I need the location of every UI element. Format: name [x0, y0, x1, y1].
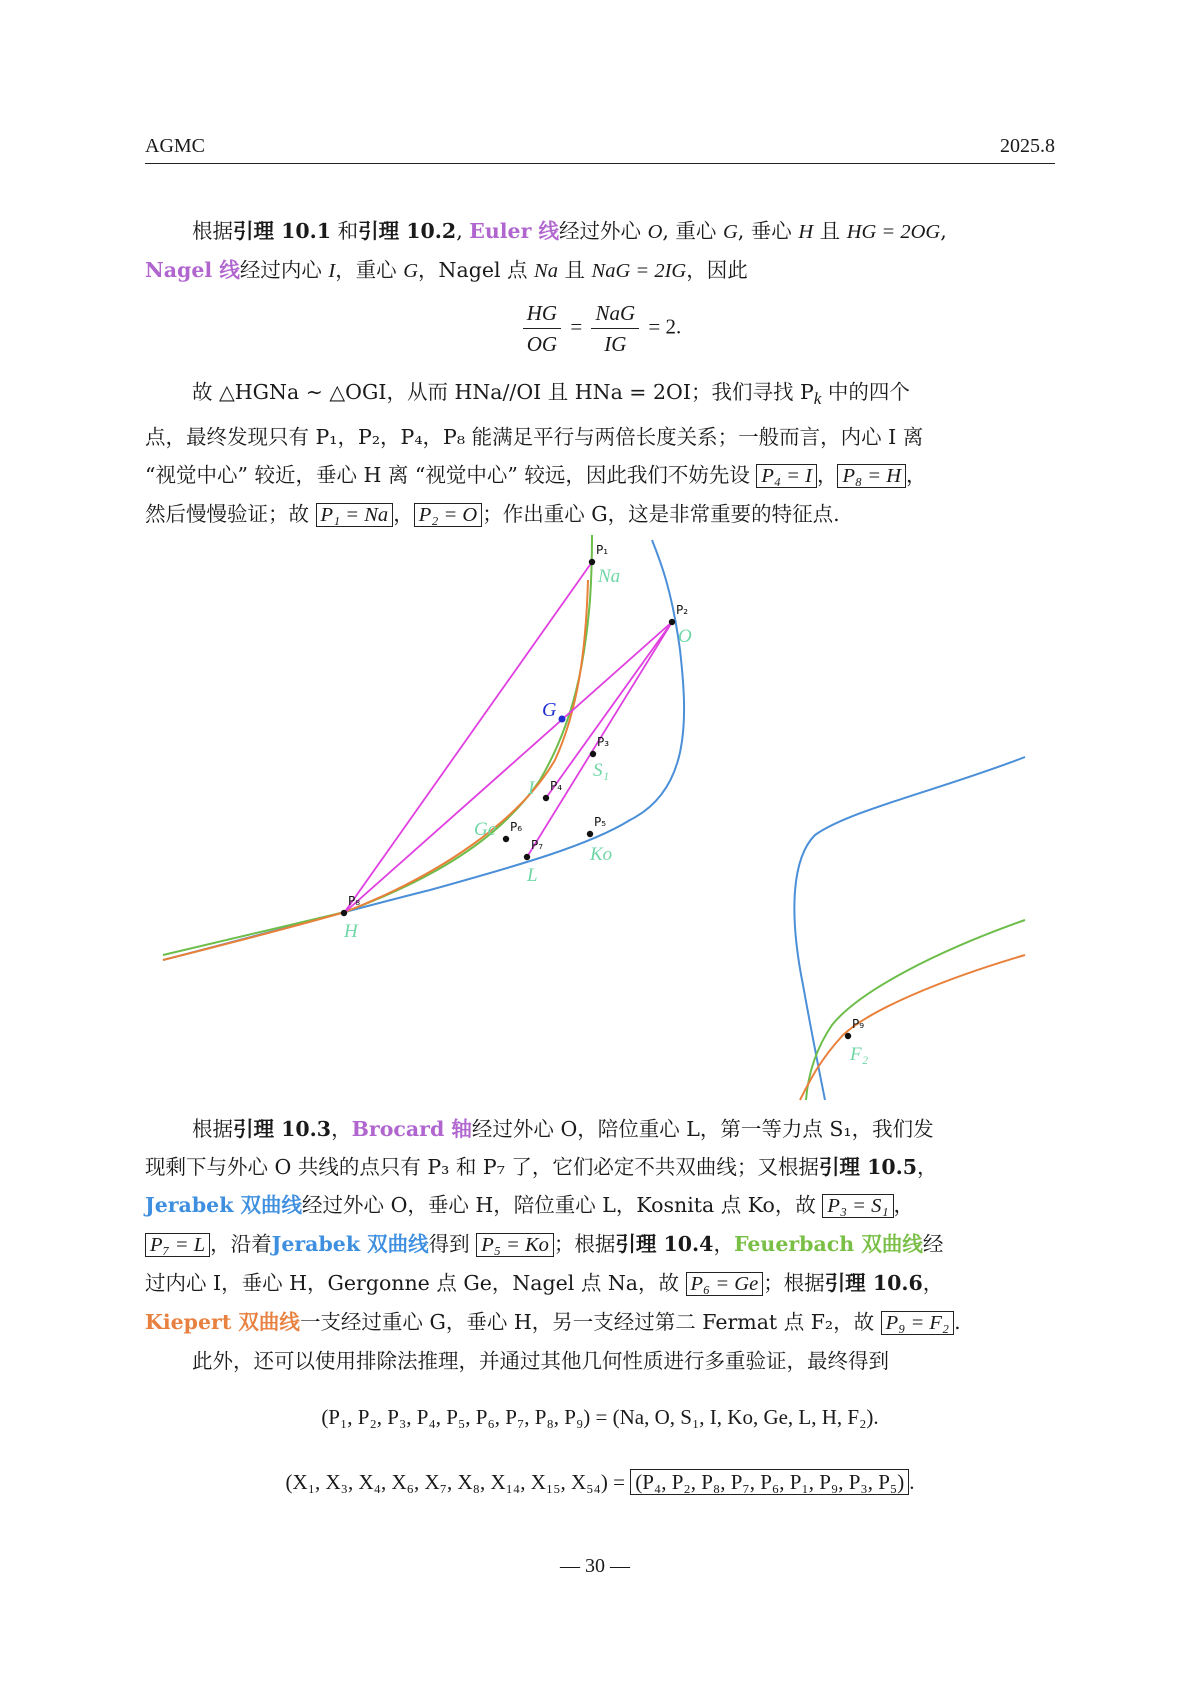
- boxed-p8-eq-h: P₈ = H: [837, 464, 906, 488]
- boxed-p4-eq-i: P₄ = I: [756, 464, 817, 488]
- figure-point-5: [587, 831, 593, 837]
- p2-line1: 故 △HGNa ∼ △OGI，从而 HNa//OI 且 HNa = 2OI；我们寻找 $P_k$ 中的四个: [192, 380, 910, 409]
- point-label-4: P₄: [550, 779, 563, 793]
- center-label-4: I: [528, 778, 535, 799]
- jerabek-hyperbola-branch-2: [794, 757, 1025, 1100]
- brocard-axis-term: Brocard 轴: [351, 1117, 472, 1141]
- feuerbach-term: Feuerbach 双曲线: [733, 1232, 923, 1256]
- figure-point-8: [341, 910, 347, 916]
- center-label-2: O: [678, 626, 692, 647]
- center-label-9: F₂: [850, 1044, 869, 1065]
- equation-kimberling: (X₁, X₃, X₄, X₆, X₇, X₈, X₁₄, X₁₅, X₅₄) = (P₄, P₂, P₈, P₇, P₆, P₁, P₉, P₃, P₅) .: [285, 1470, 915, 1494]
- boxed-p6-eq-ge: P₆ = Ge: [686, 1272, 764, 1296]
- p2-line3: “视觉中心” 较近，垂心 H 离 “视觉中心” 较远，因此我们不妨先设 P₄ = I ， P₈ = H ，: [145, 463, 927, 488]
- page-number: — 30 —: [560, 1555, 630, 1577]
- centroid-label: G: [542, 699, 557, 721]
- jerabek-term-2: Jerabek 双曲线: [271, 1232, 429, 1256]
- point-label-6: P₆: [510, 820, 523, 834]
- p3-line4: P₇ = L ，沿着Jerabek 双曲线得到 P₅ = Ko ；根据引理 10.4，Feuerbach 双曲线经: [145, 1225, 1055, 1264]
- center-label-3: S₁: [593, 760, 610, 781]
- figure-point-4: [543, 795, 549, 801]
- boxed-p1-eq-na: P₁ = Na: [316, 503, 394, 527]
- center-label-7: L: [527, 865, 538, 886]
- kiepert-term: Kiepert 双曲线: [145, 1310, 300, 1334]
- center-label-8: H: [344, 921, 358, 942]
- centroid-point: [559, 716, 566, 723]
- jerabek-term: Jerabek 双曲线: [145, 1193, 303, 1217]
- center-label-5: Ko: [590, 844, 613, 865]
- center-label-6: Ge: [474, 819, 497, 840]
- p3-line6: Kiepert 双曲线一支经过重心 G，垂心 H，另一支经过第二 Fermat 点 F₂，故 P₉ = F₂ .: [145, 1310, 961, 1334]
- figure-point-6: [503, 836, 509, 842]
- figure-point-1: [589, 559, 595, 565]
- header-left: AGMC: [145, 135, 206, 157]
- p1-line2: Nagel 线经过内心 I，重心 G，Nagel 点 Na 且 NaG = 2IG，因此: [145, 258, 748, 282]
- boxed-p2-eq-o: P₂ = O: [414, 503, 483, 527]
- p3-line2: 现剩下与外心 O 共线的点只有 P₃ 和 P₇ 了，它们必定不共双曲线；又根据引理 10.5，: [145, 1155, 938, 1179]
- figure-point-7: [524, 854, 530, 860]
- kiepert-hyperbola-branch-2: [800, 955, 1025, 1100]
- point-label-7: P₇: [531, 838, 544, 852]
- figure-point-3: [590, 751, 596, 757]
- boxed-p9-eq-f2: P₉ = F₂: [881, 1311, 954, 1335]
- line-p8-p2: [344, 622, 672, 913]
- nagel-line-term: Nagel 线: [145, 258, 240, 282]
- point-label-3: P₃: [597, 735, 610, 749]
- point-label-2: P₂: [676, 603, 689, 617]
- point-label-9: P₉: [852, 1017, 865, 1031]
- p3-line1: 根据引理 10.3，Brocard 轴经过外心 O，陪位重心 L，第一等力点 S₁，我们发: [192, 1117, 934, 1141]
- figure-point-9: [845, 1033, 851, 1039]
- feuerbach-hyperbola-branch-2: [806, 920, 1025, 1100]
- point-label-1: P₁: [596, 543, 609, 557]
- euler-line-term: Euler 线: [469, 219, 560, 243]
- jerabek-hyperbola-branch-1: [163, 540, 684, 960]
- point-label-5: P₅: [594, 815, 607, 829]
- feuerbach-hyperbola-branch-1: [163, 535, 592, 955]
- equation-ratio: $\frac{HG}{OG}$ = $\frac{\text{NaG}}{IG}$ = 2.: [145, 298, 1055, 359]
- boxed-p3-eq-s1: P₃ = S₁: [822, 1194, 893, 1218]
- figure-point-2: [669, 619, 675, 625]
- boxed-p5-eq-ko: P₅ = Ko: [476, 1233, 554, 1257]
- equation-points: (P₁, P₂, P₃, P₄, P₅, P₆, P₇, P₈, P₉) = (Na, O, S₁, I, Ko, Ge, L, H, F₂).: [321, 1405, 879, 1429]
- paragraph-3: [145, 1110, 1055, 1380]
- p2-line4: 然后慢慢验证；故 P₁ = Na ， P₂ = O ；作出重心 G，这是非常重要的特征点.: [145, 502, 840, 527]
- p2-line2: 点，最终发现只有 P₁，P₂，P₄，P₈ 能满足平行与两倍长度关系；一般而言，内心 I 离: [145, 425, 924, 450]
- line-p8-p1: [344, 562, 592, 913]
- p3-line5: 过内心 I，垂心 H，Gergonne 点 Ge，Nagel 点 Na，故 P₆ = Ge ；根据引理 10.6，: [145, 1271, 944, 1295]
- center-label-1: Na: [598, 566, 621, 587]
- p1-line1: 根据引理 10.1 和引理 10.2, Euler 线经过外心 O, 重心 G, 垂心 H 且 HG = 2OG,: [192, 219, 947, 243]
- boxed-p7-eq-l: P₇ = L: [145, 1233, 210, 1257]
- boxed-kimberling-result: (P₄, P₂, P₈, P₇, P₆, P₁, P₉, P₃, P₅): [630, 1469, 909, 1495]
- p3-line7: 此外，还可以使用排除法推理，并通过其他几何性质进行多重验证，最终得到: [192, 1349, 889, 1373]
- header-right: 2025.8: [1000, 135, 1055, 157]
- point-label-8: P₈: [348, 894, 361, 908]
- p3-line3: Jerabek 双曲线经过外心 O，垂心 H，陪位重心 L，Kosnita 点 Ko，故 P₃ = S₁ ，: [145, 1193, 915, 1217]
